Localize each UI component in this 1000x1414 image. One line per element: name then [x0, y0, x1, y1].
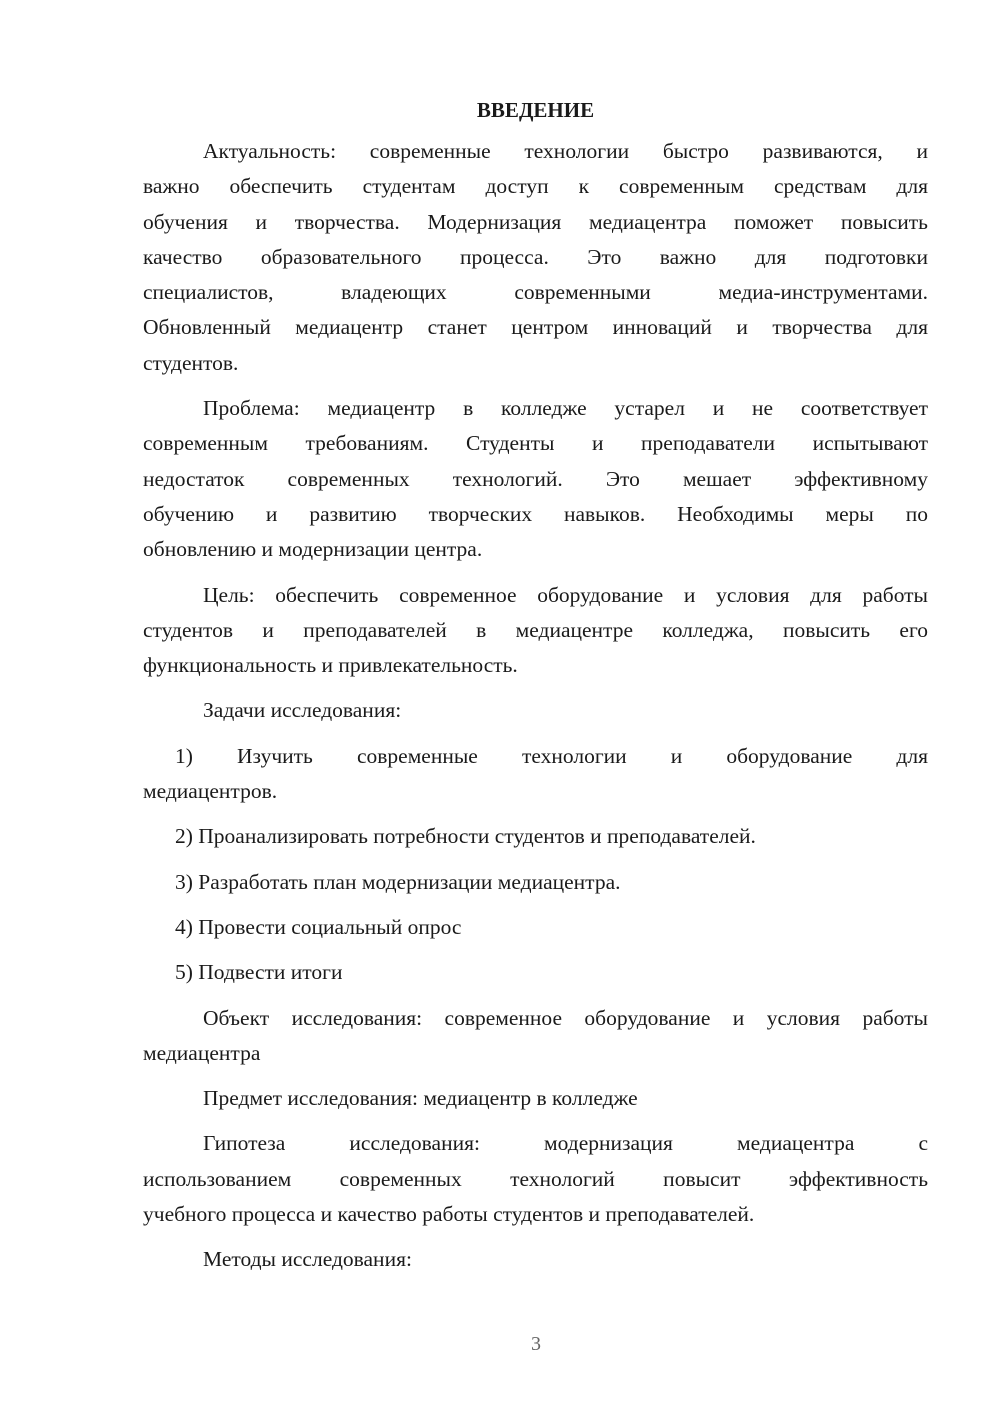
text-line: Объект исследования: современное оборудование и условия работы — [203, 1005, 928, 1030]
list-item — [143, 910, 928, 945]
text-line: 4) Провести социальный опрос — [175, 914, 462, 939]
section-title: ВВЕДЕНИЕ — [476, 98, 595, 122]
text-line: Гипотеза исследования: модернизация медиацентра с — [203, 1131, 928, 1156]
text-line: обучению и развитию творческих навыков. Необходимы меры по — [143, 501, 928, 526]
text-line: Задачи исследования: — [203, 698, 402, 723]
text-line: специалистов, владеющих современными медиа-инструментами. — [143, 280, 928, 305]
text-line: 3) Разработать план модернизации медиацентра. — [175, 869, 621, 894]
text-line: медиацентра — [143, 1040, 261, 1065]
paragraph — [143, 1081, 928, 1116]
text-line: студентов и преподавателей в медиацентре колледжа, повысить его — [143, 617, 928, 642]
paragraph — [143, 578, 928, 684]
text-line: современным требованиям. Студенты и преподаватели испытывают — [143, 431, 928, 456]
list-item — [143, 865, 928, 900]
paragraph — [143, 134, 928, 381]
text-line: функциональность и привлекательность. — [143, 653, 518, 678]
text-line: 1) Изучить современные технологии и оборудование для — [175, 743, 928, 768]
text-line: Обновленный медиацентр станет центром инноваций и творчества для — [143, 315, 928, 340]
text-line: обучения и творчества. Модернизация медиацентра поможет повысить — [143, 209, 928, 234]
paragraph — [143, 693, 928, 728]
list-item — [143, 819, 928, 854]
text-line: важно обеспечить студентам доступ к современным средствам для — [143, 174, 928, 199]
text-line: учебного процесса и качество работы студентов и преподавателей. — [143, 1202, 755, 1227]
paragraph — [143, 391, 928, 567]
text-line: Проблема: медиацентр в колледже устарел и не соответствует — [203, 396, 928, 421]
list-item — [143, 955, 928, 990]
text-line: Предмет исследования: медиацентр в колледже — [203, 1086, 638, 1111]
paragraph — [143, 1126, 928, 1232]
text-line: 2) Проанализировать потребности студентов и преподавателей. — [175, 824, 756, 849]
text-line: 5) Подвести итоги — [175, 960, 343, 985]
text-line: Актуальность: современные технологии быстро развиваются, и — [203, 139, 928, 163]
text-line: студентов. — [143, 350, 239, 375]
text-line: недостаток современных технологий. Это мешает эффективному — [143, 466, 928, 491]
text-line: Цель: обеспечить современное оборудование и условия для работы — [203, 582, 928, 607]
text-line: качество образовательного процесса. Это важно для подготовки — [143, 244, 928, 269]
text-line: обновлению и модернизации центра. — [143, 537, 483, 562]
document-body — [143, 134, 928, 1278]
list-item — [143, 739, 928, 810]
document-page — [143, 92, 928, 1288]
page-number: 3 — [531, 1333, 541, 1355]
text-line: использованием современных технологий повысит эффективность — [143, 1166, 928, 1191]
paragraph — [143, 1001, 928, 1072]
text-line: Методы исследования: — [203, 1247, 412, 1272]
text-line: медиацентров. — [143, 779, 278, 804]
paragraph — [143, 1242, 928, 1277]
